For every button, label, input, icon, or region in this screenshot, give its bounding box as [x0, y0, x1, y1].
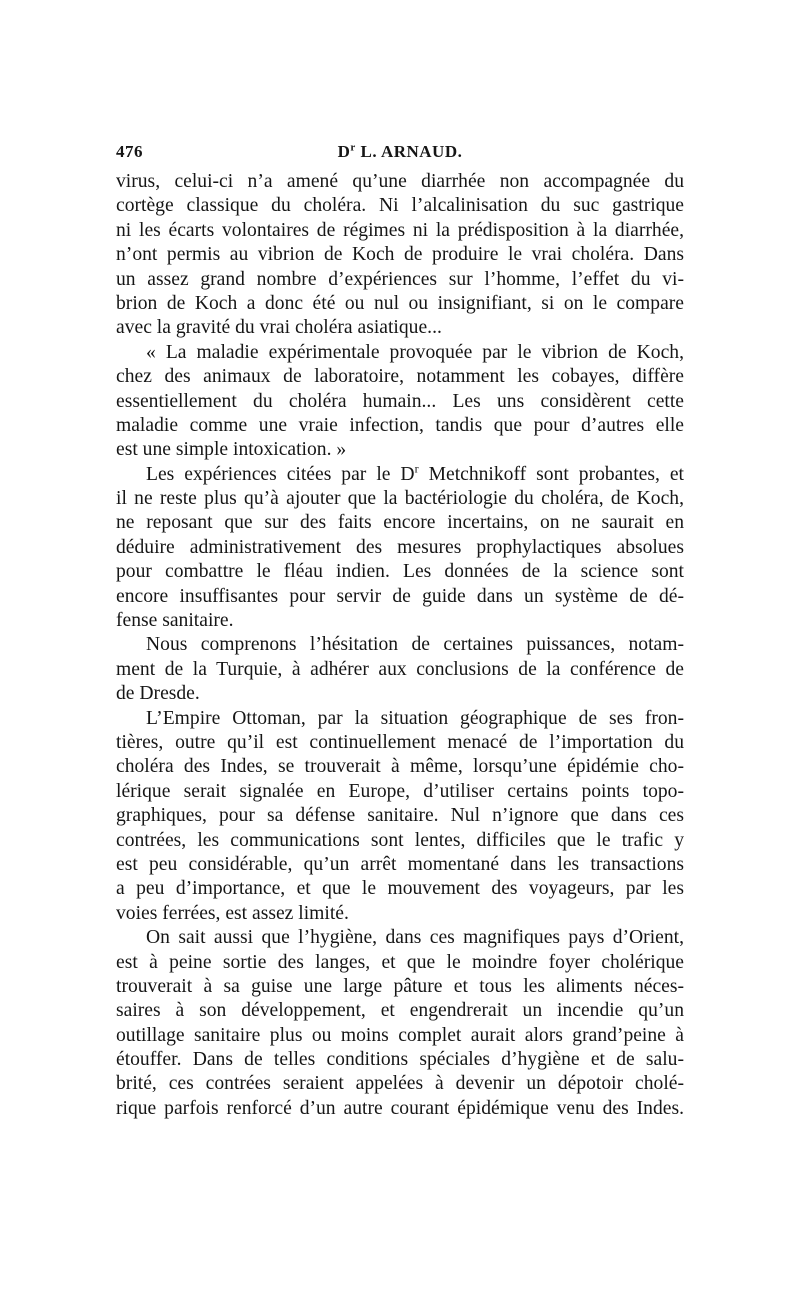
page-number: 476	[116, 142, 143, 161]
text-line: brion de Koch a donc été ou nul ou insignifiant, si on le compare	[116, 292, 684, 314]
text-line: « La maladie expérimentale provoquée par le vibrion de Koch,	[146, 341, 684, 363]
text-line: graphiques, pour sa défense sanitaire. Nul n’ignore que dans ces	[116, 805, 684, 827]
text-line: contrées, les communications sont lentes, difficiles que le trafic y	[116, 829, 684, 851]
text-line: est peu considérable, qu’un arrêt momentané dans les transactions	[116, 853, 684, 875]
text-line: trouverait à sa guise une large pâture et tous les aliments néces-	[116, 975, 684, 997]
text-line: cortège classique du choléra. Ni l’alcalinisation du suc gastrique	[116, 195, 684, 217]
text-line: L’Empire Ottoman, par la situation géographique de ses fron-	[146, 707, 684, 729]
text-line: voies ferrées, est assez limité.	[116, 902, 349, 924]
text-line: de Dresde.	[116, 683, 200, 705]
text-line: saires à son développement, et engendrerait un incendie qu’un	[116, 1000, 684, 1022]
text-line: choléra des Indes, se trouverait à même, lorsqu’une épidémie cho-	[116, 756, 684, 778]
text-line: déduire administrativement des mesures prophylactiques absolues	[116, 536, 684, 558]
author-header	[116, 142, 684, 162]
text-line: maladie comme une vraie infection, tandis que pour d’autres elle	[116, 414, 684, 436]
text-line: Nous comprenons l’hésitation de certaines puissances, notam-	[146, 634, 684, 656]
text-fragment: Metchnikoff sont probantes, et	[418, 463, 684, 485]
text-fragment: Les expériences citées par le D	[146, 463, 415, 485]
body-text	[116, 170, 684, 1121]
text-line: On sait aussi que l’hygiène, dans ces magnifiques pays d’Orient,	[146, 927, 684, 949]
text-line: brité, ces contrées seraient appelées à devenir un dépotoir cholé-	[116, 1073, 684, 1095]
superscript: r	[414, 461, 419, 476]
text-line: essentiellement du choléra humain... Les uns considèrent cette	[116, 390, 684, 412]
running-head	[116, 142, 684, 168]
text-line: ment de la Turquie, à adhérer aux conclusions de la conférence de	[116, 658, 684, 680]
text-line: lérique serait signalée en Europe, d’utiliser certains points topo-	[116, 780, 684, 802]
text-line: ne reposant que sur des faits encore incertains, on ne saurait en	[116, 512, 684, 534]
text-line-with-superscript	[116, 463, 684, 487]
text-line: ni les écarts volontaires de régimes ni la prédisposition à la diarrhée,	[116, 219, 684, 241]
text-line: encore insuffisantes pour servir de guide dans un système de dé-	[116, 585, 684, 607]
text-line: fense sanitaire.	[116, 610, 234, 632]
author-name: L. ARNAUD.	[355, 142, 463, 161]
text-line: est une simple intoxication. »	[116, 439, 347, 461]
text-line: virus, celui-ci n’a amené qu’une diarrhée non accompagnée du	[116, 171, 684, 192]
text-line: n’ont permis au vibrion de Koch de produire le vrai choléra. Dans	[116, 244, 684, 266]
text-line: il ne reste plus qu’à ajouter que la bactériologie du choléra, de Koch,	[116, 488, 684, 510]
text-line: chez des animaux de laboratoire, notamment les cobayes, diffère	[116, 366, 684, 388]
text-line: avec la gravité du vrai choléra asiatique...	[116, 317, 442, 339]
text-line: pour combattre le fléau indien. Les données de la science sont	[116, 561, 684, 583]
author-prefix: D	[337, 142, 351, 161]
text-line: a peu d’importance, et que le mouvement des voyageurs, par les	[116, 878, 684, 900]
text-line: tières, outre qu’il est continuellement menacé de l’importation du	[116, 731, 684, 753]
text-line: outillage sanitaire plus ou moins complet aurait alors grand’peine à	[116, 1024, 684, 1046]
author-superscript: r	[350, 141, 356, 154]
text-line: étouffer. Dans de telles conditions spéciales d’hygiène et de salu-	[116, 1049, 684, 1071]
text-line: est à peine sortie des langes, et que le moindre foyer cholérique	[116, 951, 684, 973]
text-line: rique parfois renforcé d’un autre courant épidémique venu des Indes.	[116, 1097, 684, 1119]
text-line: un assez grand nombre d’expériences sur l’homme, l’effet du vi-	[116, 268, 684, 290]
